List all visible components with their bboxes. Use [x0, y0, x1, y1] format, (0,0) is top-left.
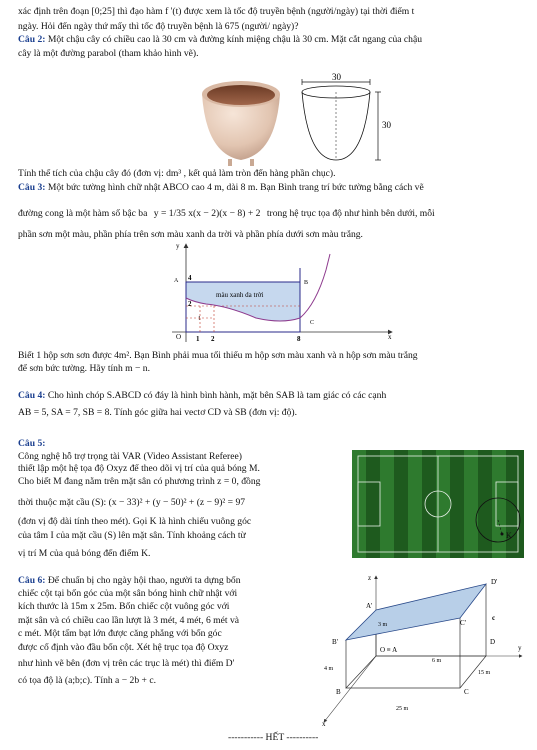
pitch-point-K: K — [506, 531, 512, 540]
fig-origin: O ≡ A — [380, 646, 398, 654]
q6-line-5: c mét. Một tấm bạt lớn được căng phẳng với bốn góc — [18, 628, 222, 639]
q6-label: Câu 6: — [18, 575, 46, 586]
fig-axis-x: x — [322, 720, 326, 728]
q6-line-2: chiếc cột tại bốn góc của một sân bóng hình chữ nhật với — [18, 588, 238, 599]
q3-line-2 — [18, 208, 435, 220]
q3-formula: y = 1/35 x(x − 2)(x − 8) + 2 — [153, 208, 261, 219]
q6-line-7: như hình vẽ bên (đơn vị trên các trục là mét) thì điểm D' — [18, 658, 235, 669]
q4-line-2: AB = 5, SA = 7, SB = 8. Tính góc giữa hai vectơ CD và SB (đơn vị: độ). — [18, 407, 297, 418]
q5-label: Câu 5: — [18, 438, 46, 449]
football-field-figure — [352, 450, 524, 566]
q5-line-7: vị trí M của quả bóng đến điểm K. — [18, 548, 151, 559]
q5-line-4: thời thuộc mặt cầu (S): (x − 33)² + (y − 50)² + (z − 9)² = 97 — [18, 497, 246, 508]
fig-height-3m: 3 m — [378, 622, 388, 628]
parabola-pot-diagram — [292, 70, 402, 166]
q5-line-3: Cho biết M đang nằm trên mặt sân có phương trình z = 0, đồng — [18, 476, 261, 487]
fig-height-4m: 4 m — [324, 666, 334, 672]
q6-line-8: có tọa độ là (a;b;c). Tính a − 2b + c. — [18, 675, 156, 686]
q6-text-1: Để chuẩn bị cho ngày hội thao, người ta dựng bốn — [47, 575, 241, 586]
intro-line-2: ngày. Hỏi đến ngày thứ mấy thì tốc độ truyền bệnh là 675 (người/ ngày)? — [18, 21, 299, 32]
fig-height-6m: 6 m — [432, 658, 442, 664]
cubic-wall-graph — [166, 240, 398, 346]
q6-line-6: được cố định vào đầu bốn cột. Xét hệ trục tọa độ Oxyz — [18, 642, 229, 653]
graph-tick-x2: 2 — [211, 335, 215, 343]
fig-width-15m: 15 m — [478, 670, 491, 676]
q6-line-1 — [18, 575, 241, 587]
fig-axis-z: z — [368, 574, 372, 582]
q3-line-1 — [18, 182, 424, 194]
fig-A-prime: A' — [366, 602, 373, 610]
fig-C: C — [464, 688, 469, 696]
q4-text-1: Cho hình chóp S.ABCD có đáy là hình bình hành, mặt bên SAB là tam giác có các cạnh — [47, 390, 387, 401]
q2-text-1: Một chậu cây có chiều cao là 30 cm và đường kính miệng chậu là 30 cm. Mặt cắt ngang của chậu — [47, 34, 423, 45]
q3-text-1: Một bức tường hình chữ nhật ABCO cao 4 m, dài 8 m. Bạn Bình trang trí bức tường bằng cách vẽ — [47, 182, 424, 193]
pot-height-label: 30 — [382, 120, 391, 130]
intro-line-1: xác định trên đoạn [0;25] thì đạo hàm f '(t) được xem là tốc độ truyền bệnh (người/ngày) tại thời điểm t — [18, 6, 415, 17]
q5-line-6: của tâm I của mặt cầu (S) lên mặt sân. Tính khoảng cách từ — [18, 530, 246, 541]
q5-line-5: (đơn vị độ dài tính theo mét). Gọi K là hình chiếu vuông góc — [18, 516, 252, 527]
q3-text-2a: đường cong là một hàm số bậc ba — [18, 208, 148, 219]
q6-line-3: kích thước là 15m x 25m. Bốn chiếc cột vuông góc với — [18, 601, 230, 612]
q3-line-4: Biết 1 hộp sơn sơn được 4m². Bạn Bình phải mua tối thiểu m hộp sơn màu xanh và n hộp sơn màu trắng — [18, 350, 418, 361]
graph-axis-y: y — [176, 242, 180, 250]
graph-region-label: màu xanh da trời — [216, 291, 264, 299]
q3-line-3: phần sơn một màu, phần phía trên sơn màu xanh da trời và phần phía dưới sơn màu trắng. — [18, 229, 363, 240]
pot-photo — [198, 76, 284, 168]
fig-B-prime: B' — [332, 638, 338, 646]
fig-axis-y: y — [518, 644, 522, 652]
fig-D-prime: D' — [491, 578, 498, 586]
graph-point-C: C — [310, 320, 315, 326]
q5-line-2: thiết lập một hệ tọa độ Oxyz để theo dõi vị trí của quả bóng M. — [18, 463, 260, 474]
q6-line-4: mặt sân và có chiều cao lần lượt là 3 mét, 4 mét, 6 mét và — [18, 615, 239, 626]
q3-text-2b: trong hệ trục tọa độ như hình bên dưới, mỗi — [266, 208, 435, 219]
fig-height-c: c — [492, 614, 496, 622]
graph-tick-4: 4 — [188, 274, 192, 282]
q2-question: Tính thể tích của chậu cây đó (đơn vị: dm³ , kết quả làm tròn đến hàng phần chục). — [18, 168, 336, 179]
tarp-3d-figure — [310, 570, 528, 728]
fig-D: D — [490, 638, 496, 646]
q2-line-1 — [18, 34, 422, 46]
graph-tick-2: 2 — [188, 300, 192, 308]
graph-axis-x: x — [388, 333, 392, 341]
graph-point-A: A — [174, 278, 179, 284]
q4-line-1 — [18, 390, 386, 402]
q5-line-1: Công nghệ hỗ trợ trọng tài VAR (Video Assistant Referee) — [18, 451, 242, 462]
fig-length-25m: 25 m — [396, 706, 409, 712]
q2-line-2: cây là một đường parabol (tham khảo hình vẽ). — [18, 48, 199, 59]
fig-C-prime: C' — [460, 619, 466, 627]
q3-label: Câu 3: — [18, 182, 46, 193]
q3-line-5: để sơn bức tường. Hãy tính m − n. — [18, 363, 151, 374]
q4-label: Câu 4: — [18, 390, 46, 401]
graph-tick-1: 1 — [198, 316, 201, 322]
graph-tick-x8: 8 — [297, 335, 301, 343]
graph-origin: O — [176, 333, 182, 341]
q2-label: Câu 2: — [18, 34, 46, 45]
pot-width-label: 30 — [332, 72, 341, 82]
graph-tick-x1: 1 — [196, 335, 200, 343]
graph-point-B: B — [304, 280, 309, 286]
fig-B: B — [336, 688, 341, 696]
page-footer: ----------- HẾT ---------- — [228, 732, 319, 743]
